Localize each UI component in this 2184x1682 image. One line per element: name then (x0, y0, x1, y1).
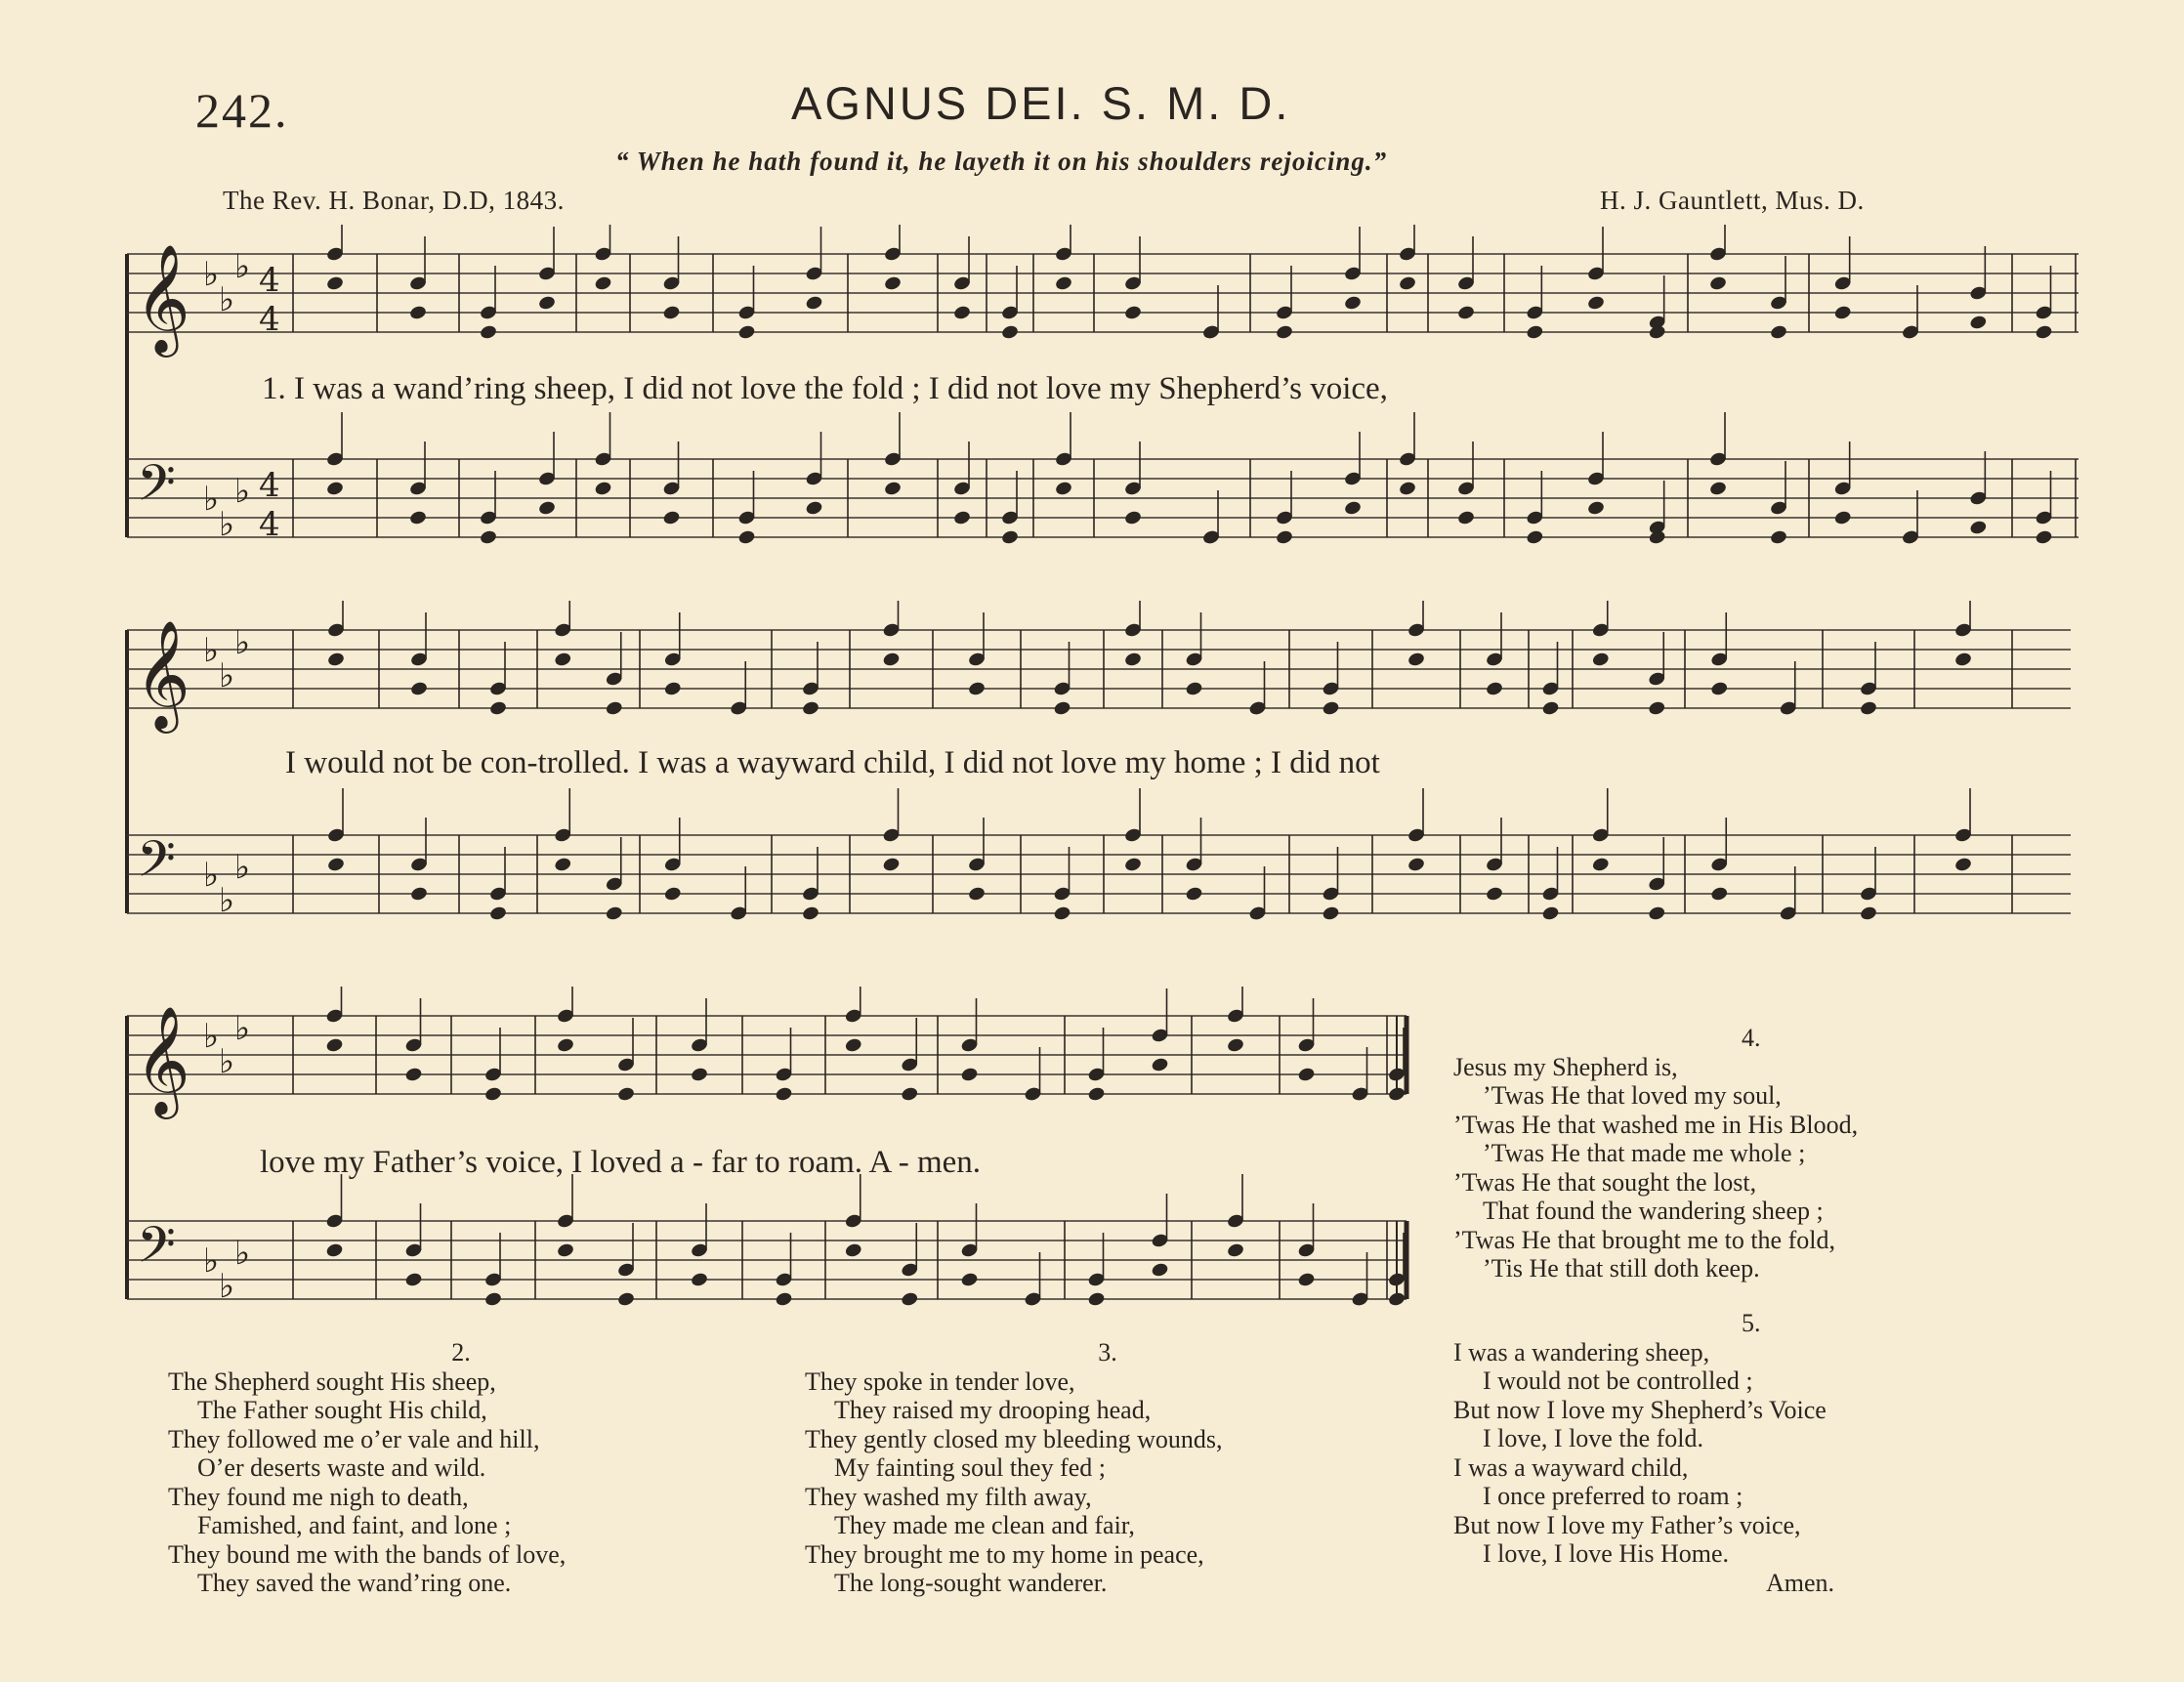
verse-line: But now I love my Father’s voice, (1453, 1510, 1801, 1539)
verse-line: But now I love my Shepherd’s Voice (1453, 1395, 1827, 1424)
verse-line: They saved the wand’ring one. (197, 1569, 512, 1597)
note-head (488, 905, 507, 922)
note-head (537, 500, 556, 517)
verse-line: They made me clean and fair, (834, 1511, 1135, 1539)
note-head (556, 1242, 574, 1259)
note-head (325, 1037, 344, 1054)
note-head (1275, 529, 1293, 546)
verse-line: ’Twas He that washed me in His Blood, (1453, 1110, 1859, 1139)
note-head (554, 652, 572, 668)
flat-icon: ♭ (234, 247, 251, 286)
note-head (1648, 905, 1666, 922)
note-head (1591, 652, 1610, 668)
note-head (1407, 857, 1425, 873)
flat-icon: ♭ (203, 856, 220, 895)
note-head (554, 857, 572, 873)
verse-line: ’Tis He that still doth keep. (1483, 1254, 1760, 1283)
verse-line: They gently closed my bleeding wounds, (805, 1424, 1223, 1453)
note-head (663, 886, 682, 903)
verse-line: They bound me with the bands of love, (168, 1539, 567, 1569)
flat-icon: ♭ (219, 656, 235, 695)
flat-icon: ♭ (203, 1017, 220, 1056)
note-head (483, 1086, 502, 1103)
bass-clef-icon: 𝄢 (137, 453, 176, 525)
verse-number: 5. (1742, 1309, 1761, 1337)
verse-line: Famished, and faint, and lone ; (197, 1511, 512, 1539)
verse-line: The Father sought His child, (197, 1396, 487, 1424)
note-head (952, 510, 971, 526)
verse-line: They raised my drooping head, (834, 1396, 1152, 1424)
verse-line: They found me nigh to death, (168, 1482, 469, 1511)
note-head (1226, 1242, 1244, 1259)
note-head (537, 295, 556, 312)
lyric-line-1: 1. I was a wand’ring sheep, I did not love the fold ; I did not love my Shepherd’s voice, (262, 371, 1388, 406)
note-head (1054, 275, 1072, 292)
note-head (844, 1242, 862, 1259)
note-head (2035, 529, 2053, 546)
note-head (409, 886, 428, 903)
note-head (1953, 857, 1972, 873)
note-head (1769, 529, 1787, 546)
verse-line: I was a wayward child, (1453, 1452, 1689, 1482)
note-head (605, 905, 623, 922)
note-head (737, 529, 756, 546)
note-head (594, 481, 612, 497)
note-head (1275, 324, 1293, 341)
flat-icon: ♭ (203, 255, 220, 294)
note-head (663, 681, 682, 697)
verse-5 (1453, 1309, 2059, 1597)
verse-line: I love, I love the fold. (1483, 1424, 1703, 1452)
note-head (326, 857, 345, 873)
note-head (408, 510, 427, 526)
note-head (1226, 1037, 1244, 1054)
note-head (1586, 295, 1605, 312)
note-head (1054, 481, 1072, 497)
flat-icon: ♭ (234, 623, 251, 662)
verse-number: 2. (451, 1338, 471, 1367)
time-signature: 4 (259, 466, 280, 505)
flat-icon: ♭ (219, 1042, 235, 1081)
music-system-2 (0, 601, 2184, 972)
note-head (1591, 857, 1610, 873)
note-head (662, 305, 681, 321)
verse-line: ’Twas He that made me whole ; (1483, 1139, 1806, 1167)
note-head (775, 1291, 793, 1308)
verse-2 (168, 1338, 754, 1598)
note-head (556, 1037, 574, 1054)
note-head (883, 481, 902, 497)
note-head (1485, 681, 1503, 697)
note-head (1710, 681, 1729, 697)
note-head (1297, 1067, 1316, 1083)
note-head (1648, 700, 1666, 717)
flat-icon: ♭ (219, 505, 235, 544)
flat-icon: ♭ (219, 280, 235, 319)
note-head (1969, 315, 1988, 331)
verse-line: I once preferred to roam ; (1483, 1482, 1743, 1510)
note-head (1833, 510, 1852, 526)
note-head (1151, 1057, 1169, 1073)
verse-3 (805, 1338, 1410, 1598)
flat-icon: ♭ (203, 631, 220, 670)
note-head (1541, 905, 1560, 922)
note-head (1000, 324, 1019, 341)
note-head (1151, 1262, 1169, 1279)
flat-icon: ♭ (203, 480, 220, 519)
verse-line: ’Twas He that brought me to the fold, (1453, 1225, 1835, 1254)
note-head (1953, 652, 1972, 668)
note-head (404, 1272, 423, 1288)
lyric-line-2: I would not be con-trolled. I was a wayward child, I did not love my home ; I did not (285, 745, 1380, 780)
note-head (1087, 1086, 1106, 1103)
verse-number: 3. (1098, 1338, 1117, 1367)
note-head (1297, 1272, 1316, 1288)
hymn-title: AGNUS DEI. S. M. D. (791, 77, 1291, 129)
note-head (1969, 520, 1988, 536)
treble-clef-icon: 𝄞 (135, 243, 190, 353)
note-head (967, 681, 986, 697)
note-head (325, 481, 344, 497)
note-head (1185, 886, 1203, 903)
note-head (1708, 275, 1727, 292)
time-signature: 4 (259, 261, 280, 300)
note-head (326, 652, 345, 668)
verse-line: The Shepherd sought His sheep, (168, 1367, 496, 1396)
note-head (690, 1067, 708, 1083)
flat-icon: ♭ (234, 472, 251, 511)
flat-icon: ♭ (234, 848, 251, 887)
flat-icon: ♭ (219, 1267, 235, 1306)
note-head (483, 1291, 502, 1308)
time-signature: 4 (259, 505, 280, 544)
note-head (1859, 700, 1877, 717)
verse-line: Jesus my Shepherd is, (1453, 1052, 1678, 1081)
bass-clef-icon: 𝄢 (137, 829, 176, 901)
verse-4 (1453, 1024, 2059, 1283)
composer-credit: H. J. Gauntlett, Mus. D. (1600, 186, 1865, 215)
verse-line: They brought me to my home in peace, (805, 1539, 1204, 1569)
note-head (1859, 905, 1877, 922)
note-head (1322, 905, 1340, 922)
note-head (605, 700, 623, 717)
note-head (1398, 275, 1416, 292)
note-head (960, 1067, 979, 1083)
note-head (1407, 652, 1425, 668)
flat-icon: ♭ (234, 1234, 251, 1273)
note-head (1710, 886, 1729, 903)
music-system-1 (0, 225, 2184, 576)
note-head (901, 1291, 919, 1308)
verse-line: I would not be controlled ; (1483, 1367, 1753, 1395)
note-head (1000, 529, 1019, 546)
note-head (594, 275, 612, 292)
lyric-line-3: love my Father’s voice, I loved a - far to roam. A - men. (260, 1145, 982, 1180)
note-head (882, 652, 901, 668)
note-head (325, 275, 344, 292)
flat-icon: ♭ (234, 1009, 251, 1048)
note-head (616, 1086, 635, 1103)
epigraph: “ When he hath found it, he layeth it on his shoulders rejoicing.” (615, 147, 1388, 176)
score-staves (0, 601, 2184, 972)
verse-line: The long-sought wanderer. (834, 1569, 1108, 1597)
note-head (1526, 529, 1544, 546)
note-head (1123, 857, 1142, 873)
note-head (1185, 681, 1203, 697)
note-head (737, 324, 756, 341)
note-head (967, 886, 986, 903)
note-head (805, 500, 823, 517)
note-head (1053, 905, 1071, 922)
note-head (1322, 700, 1340, 717)
note-head (325, 1242, 344, 1259)
note-head (2035, 324, 2053, 341)
note-head (1708, 481, 1727, 497)
treble-clef-icon: 𝄞 (135, 1005, 190, 1114)
verse-line: My fainting soul they fed ; (834, 1453, 1107, 1482)
flat-icon: ♭ (203, 1241, 220, 1281)
verse-line: They spoke in tender love, (805, 1367, 1075, 1396)
author-credit: The Rev. H. Bonar, D.D, 1843. (223, 186, 565, 215)
verse-line: ’Twas He that loved my soul, (1483, 1081, 1782, 1110)
note-head (805, 295, 823, 312)
note-head (801, 905, 819, 922)
note-head (1456, 305, 1475, 321)
note-head (662, 510, 681, 526)
flat-icon: ♭ (219, 881, 235, 920)
note-head (1541, 700, 1560, 717)
note-head (775, 1086, 793, 1103)
note-head (479, 529, 497, 546)
note-head (1087, 1291, 1106, 1308)
note-head (1123, 510, 1142, 526)
note-head (1586, 500, 1605, 517)
note-head (1398, 481, 1416, 497)
verse-line: They followed me o’er vale and hill, (168, 1424, 540, 1453)
note-head (801, 700, 819, 717)
verse-line: They washed my filth away, (805, 1482, 1092, 1511)
note-head (1485, 886, 1503, 903)
note-head (616, 1291, 635, 1308)
note-head (1769, 324, 1787, 341)
note-head (488, 700, 507, 717)
verse-line: ’Twas He that sought the lost, (1453, 1167, 1757, 1197)
note-head (1456, 510, 1475, 526)
note-head (404, 1067, 423, 1083)
bass-clef-icon: 𝄢 (137, 1215, 176, 1286)
verse-line: That found the wandering sheep ; (1483, 1197, 1824, 1225)
note-head (901, 1086, 919, 1103)
note-head (882, 857, 901, 873)
verse-line: Amen. (1766, 1568, 1835, 1597)
verse-line: O’er deserts waste and wild. (197, 1453, 486, 1482)
note-head (1053, 700, 1071, 717)
note-head (960, 1272, 979, 1288)
note-head (883, 275, 902, 292)
verse-line: I was a wandering sheep, (1453, 1337, 1710, 1367)
note-head (844, 1037, 862, 1054)
hymn-number: 242. (195, 83, 289, 138)
note-head (1833, 305, 1852, 321)
note-head (1343, 500, 1362, 517)
note-head (479, 324, 497, 341)
verse-line: I love, I love His Home. (1483, 1539, 1730, 1568)
note-head (408, 305, 427, 321)
note-head (1123, 305, 1142, 321)
note-head (1343, 295, 1362, 312)
note-head (690, 1272, 708, 1288)
time-signature: 4 (259, 300, 280, 339)
verse-number: 4. (1742, 1024, 1761, 1052)
note-head (1526, 324, 1544, 341)
treble-clef-icon: 𝄞 (135, 619, 190, 729)
note-head (409, 681, 428, 697)
note-head (1123, 652, 1142, 668)
note-head (952, 305, 971, 321)
